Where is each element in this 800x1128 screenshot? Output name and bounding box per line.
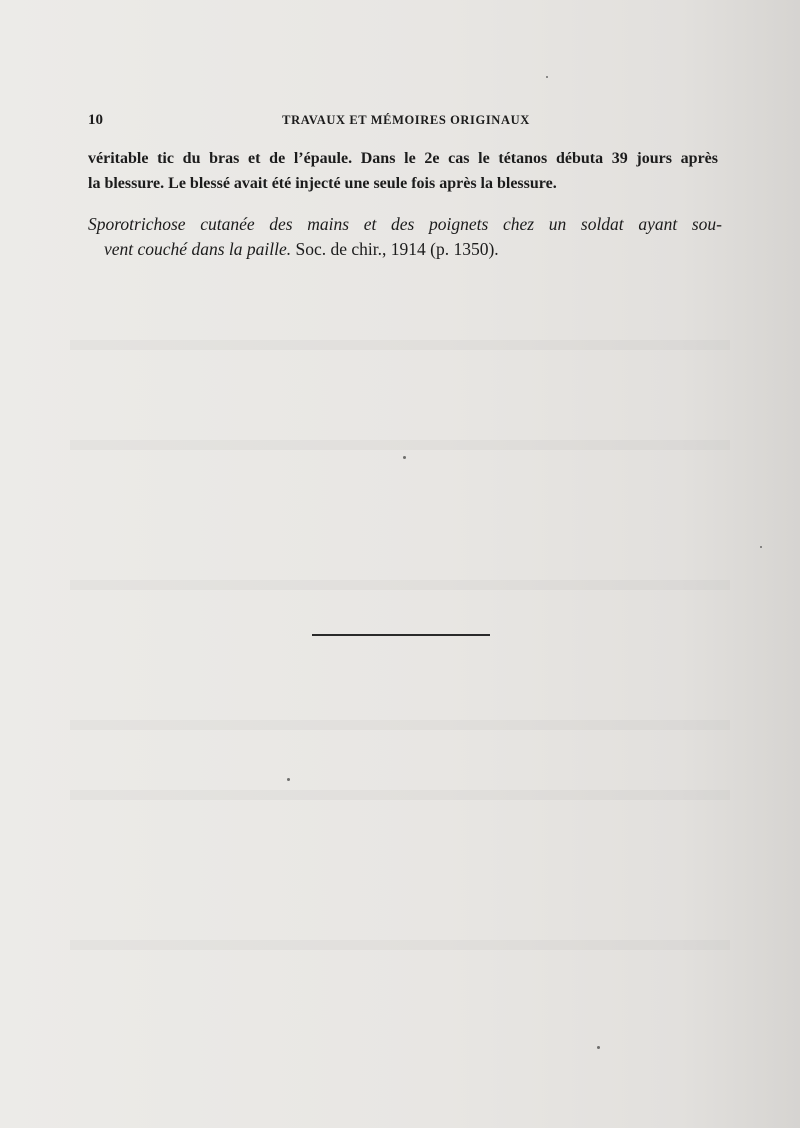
running-title: TRAVAUX ET MÉMOIRES ORIGINAUX bbox=[282, 113, 530, 127]
print-speck bbox=[287, 778, 290, 781]
section-divider bbox=[312, 634, 490, 636]
body-paragraph bbox=[88, 146, 718, 196]
page-number: 10 bbox=[88, 112, 103, 128]
paragraph-line: la blessure. Le blessé avait été injecté une seule fois après la blessure. bbox=[88, 175, 557, 192]
show-through-band bbox=[70, 340, 730, 350]
print-speck bbox=[597, 1046, 600, 1049]
show-through-band bbox=[70, 790, 730, 800]
bibliography-entry bbox=[88, 212, 722, 262]
print-speck bbox=[403, 456, 406, 459]
show-through-band bbox=[70, 440, 730, 450]
page-header bbox=[88, 112, 724, 130]
entry-second-line bbox=[88, 237, 722, 262]
paragraph-line: véritable tic du bras et de l’épaule. Dans le 2e cas le tétanos débuta 39 jours après bbox=[88, 150, 718, 167]
print-speck bbox=[760, 546, 762, 548]
entry-reference: Soc. de chir., 1914 (p. 1350). bbox=[291, 239, 499, 259]
show-through-band bbox=[70, 720, 730, 730]
show-through-band bbox=[70, 580, 730, 590]
entry-title-end: vent couché dans la paille. bbox=[104, 239, 292, 259]
entry-title-line: Sporotrichose cutanée des mains et des poignets chez un soldat ayant sou- bbox=[88, 214, 722, 234]
show-through-band bbox=[70, 940, 730, 950]
print-speck bbox=[546, 76, 548, 78]
